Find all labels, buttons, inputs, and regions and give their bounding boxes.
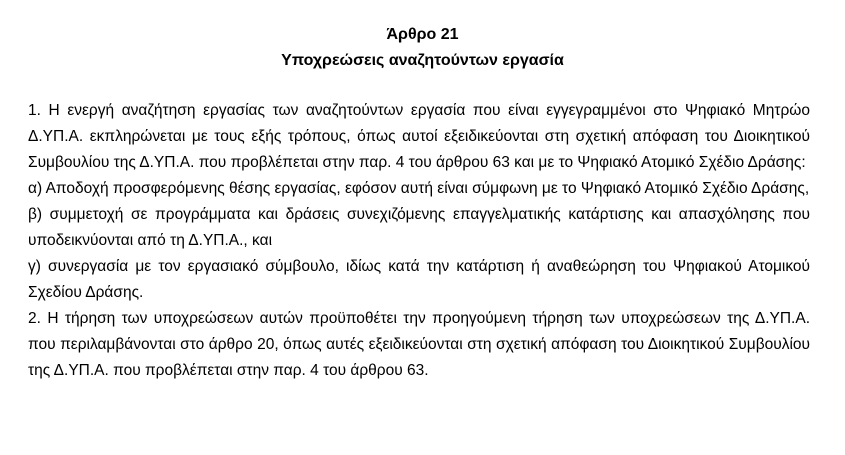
paragraph-1: 1. Η ενεργή αναζήτηση εργασίας των αναζητούντων εργασία που είναι εγγεγραμμένοι στο Ψηφιακό Μητρώο Δ.ΥΠ.Α. εκπληρώνεται με τους εξής τρόπους, όπως αυτοί εξειδικεύονται στη σχετική απόφαση του Διοικητικού Συμβουλίου της Δ.ΥΠ.Α. που προβλέπεται στην παρ. 4 του άρθρου 63 και με το Ψηφιακό Ατομικό Σχέδιο Δράσης:: [28, 102, 810, 171]
article-number: Άρθρο 21: [386, 26, 459, 43]
paragraph-2: 2. Η τήρηση των υποχρεώσεων αυτών προϋποθέτει την προηγούμενη τήρηση των υποχρεώσεων της Δ.ΥΠ.Α. που περιλαμβάνονται στο άρθρο 20, όπως αυτές εξειδικεύονται στη σχετική απόφαση του Διοικητικού Συμβουλίου της Δ.ΥΠ.Α. που προβλέπεται στην παρ. 4 του άρθρου 63.: [28, 310, 810, 379]
paragraph-1a: α) Αποδοχή προσφερόμενης θέσης εργασίας, εφόσον αυτή είναι σύμφωνη με το Ψηφιακό Ατομικό Σχέδιο Δράσης,: [28, 180, 810, 197]
paragraph-1b: β) συμμετοχή σε προγράμματα και δράσεις συνεχιζόμενης επαγγελματικής κατάρτισης και απασχόλησης που υποδεικνύονται από τη Δ.ΥΠ.Α., και: [28, 206, 810, 249]
paragraph-1c: γ) συνεργασία με τον εργασιακό σύμβουλο, ιδίως κατά την κατάρτιση ή αναθεώρηση του Ψηφιακού Ατομικού Σχεδίου Δράσης.: [28, 258, 810, 301]
article-title: Υποχρεώσεις αναζητούντων εργασία: [281, 52, 564, 69]
article-body: [28, 98, 810, 384]
